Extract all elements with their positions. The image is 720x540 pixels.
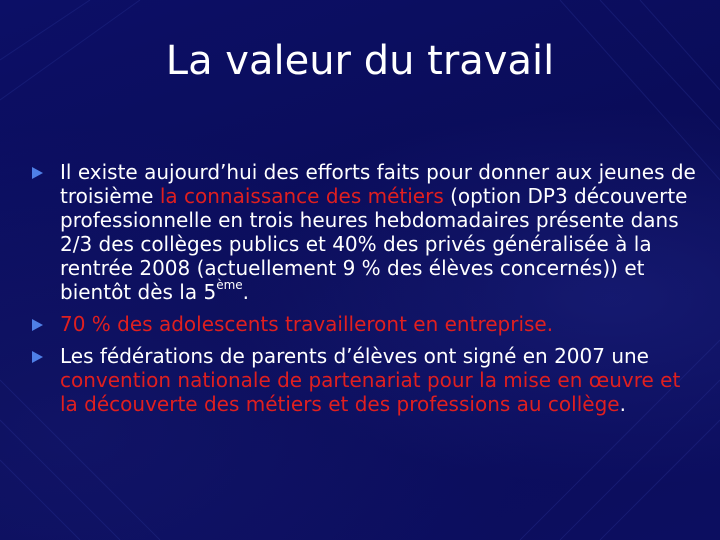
bullet-3-part-1: Les fédérations de parents d’élèves ont signé en 2007 une [60,344,649,368]
bullet-item-adolescents [30,312,700,336]
bullet-3-end: . [619,392,626,416]
bullet-1-part-1: Il existe aujourd’hui des efforts faits pour donner aux jeunes de troisième [60,160,696,208]
bullet-3-text [60,344,680,416]
bullet-list [30,160,700,416]
bullet-1-part-3: (option DP3 découverte professionnelle en trois heures hebdomadaires présente dans 2/3 des collèges publics et 40% des privés généralisée à la rentrée 2008 (actuellement 9 % des élèves concernés)) et bientôt dès la 5 [60,184,688,304]
right-triangle-icon [32,167,43,179]
right-triangle-icon [32,351,43,363]
bullet-1-end: . [242,280,250,304]
bullet-item-federations [30,344,700,416]
right-triangle-icon [32,319,43,331]
bullet-1-superscript: ème [216,278,243,293]
bullet-1-highlight: la connaissance des métiers [159,184,444,208]
bullet-item-dp3 [30,160,700,304]
bullet-1-text [60,160,696,304]
slide-title: La valeur du travail [165,38,555,84]
bullet-3-highlight: convention nationale de partenariat pour la mise en œuvre et la découverte des métiers et des professions au collège [60,368,681,416]
bullet-2-text: 70 % des adolescents travailleront en entreprise. [60,312,554,336]
